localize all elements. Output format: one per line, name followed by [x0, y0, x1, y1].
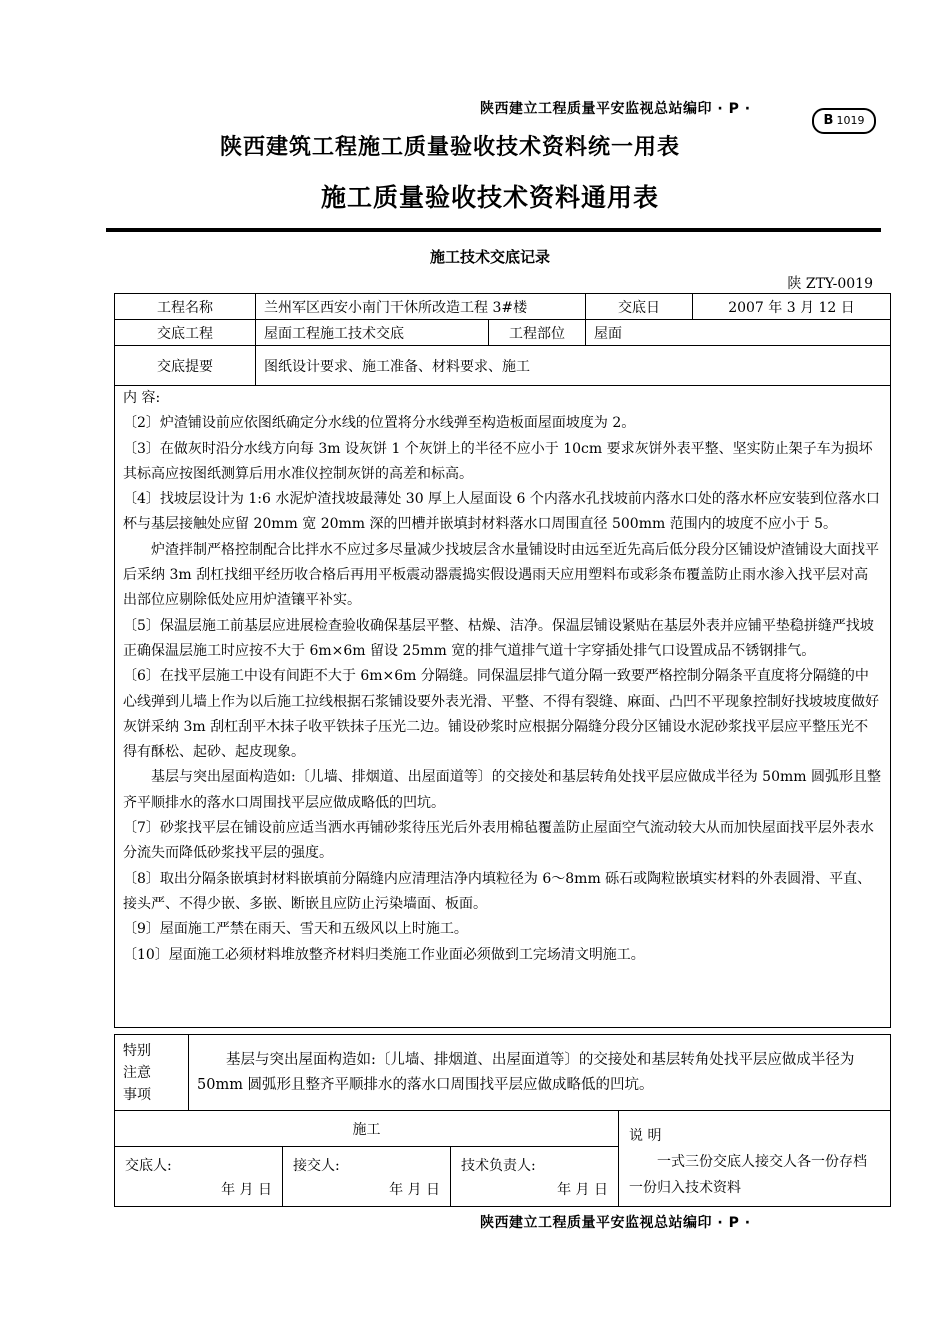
title-rule [106, 228, 881, 232]
discloser-date: 年 月 日 [221, 1182, 272, 1198]
form-code: 陕 ZTY-0019 [787, 276, 873, 292]
work-value: 屋面工程施工技术交底 [256, 320, 489, 346]
special-label-line: 注意 [123, 1064, 151, 1081]
summary-value: 图纸设计要求、施工准备、材料要求、施工 [256, 346, 891, 386]
special-label-line: 事项 [123, 1086, 151, 1103]
form-title: 施工技术交底记录 [429, 248, 550, 266]
project-name-label: 工程名称 [115, 294, 256, 320]
note-label: 说 明 [629, 1128, 662, 1144]
content-cell [115, 386, 891, 1028]
receiver-cell [283, 1147, 451, 1207]
project-name-value: 兰州军区西安小南门干休所改造工程 3#楼 [256, 294, 586, 320]
special-label-line: 特别 [123, 1042, 151, 1059]
receiver-date: 年 月 日 [389, 1182, 440, 1198]
tech-label: 技术负责人: [461, 1158, 536, 1174]
content-paragraph: 〔10〕屋面施工必须材料堆放整齐材料归类施工作业面必须做到工完场清文明施工。 [123, 946, 645, 963]
tech-date: 年 月 日 [557, 1182, 609, 1198]
publisher-header: 陕西建立工程质量平安监视总站编印 · P · [480, 101, 751, 117]
part-value: 屋面 [586, 320, 891, 346]
part-label: 工程部位 [489, 320, 586, 346]
signoff-table [114, 1110, 891, 1207]
date-label: 交底日 [586, 294, 693, 320]
content-paragraph: 〔2〕炉渣铺设前应依图纸确定分水线的位置将分水线弹至构造板面屋面坡度为 2。 [123, 415, 636, 432]
content-paragraph: 〔4〕找坡层设计为 1:6 水泥炉渣找坡最薄处 30 厚上人屋面设 6 个内落水孔找坡前内落水口处的落水杯应安装到位落水口杯与基层接触处应留 20mm 宽 20mm 深的凹槽并嵌填封材料落水口周围直径 500mm 范围内的坡度不应小于 5。 [123, 491, 880, 533]
work-label: 交底工程 [115, 320, 256, 346]
special-notes-table [114, 1034, 891, 1111]
special-text: 基层与突出屋面构造如:〔儿墙、排烟道、出屋面道等〕的交接处和基层转角处找平层应做成半径为 50mm 圆弧形且整齐平顺排水的落水口周围找平层应做成略低的凹坑。 [189, 1035, 891, 1111]
content-paragraph: 基层与突出屋面构造如:〔儿墙、排烟道、出屋面道等〕的交接处和基层转角处找平层应做成半径为 50mm 圆弧形且整齐平顺排水的落水口周围找平层应做成略低的凹坑。 [123, 769, 881, 811]
unit-label: 施工 [115, 1111, 619, 1147]
special-label [115, 1035, 189, 1111]
badge-number: 1019 [836, 114, 865, 127]
content-paragraph: 〔8〕取出分隔条嵌填封材料嵌填前分隔缝内应清理洁净内填粒径为 6～8mm 砾石或陶粒嵌填实材料的外表圆滑、平直、接头严、不得少嵌、多嵌、断嵌且应防止污染墙面、板面。 [123, 870, 872, 912]
content-paragraph: 炉渣拌制严格控制配合比拌水不应过多尽量减少找坡层含水量铺设时由远至近先高后低分段分区铺设炉渣铺设大面找平后采纳 3m 刮杠找细平经历收合格后再用平板震动器震捣实假设遇雨天应用塑料布或彩条布覆盖防止雨水渗入找平层对高出部位应剔除低处应用炉渣镶平补实。 [123, 541, 879, 609]
summary-label: 交底提要 [115, 346, 256, 386]
disclosure-table [114, 293, 891, 1028]
content-paragraph: 〔7〕砂浆找平层在铺设前应适当洒水再铺砂浆待压光后外表用棉毡覆盖防止屋面空气流动较大从而加快屋面找平层外表水分流失而降低砂浆找平层的强度。 [123, 820, 874, 862]
content-paragraph: 〔6〕在找平层施工中设有间距不大于 6m×6m 分隔缝。同保温层排气道分隔一致要严格控制分隔条平直度将分隔缝的中心线弹到儿墙上作为以后施工拉线根据石浆铺设要外表光滑、平整、不得有裂缝、麻面、凸凹不平现象控制好找坡坡度做好灰饼采纳 3m 刮杠刮平木抹子收平铁抹子压光二边。铺设砂浆时应根据分隔缝分段分区铺设水泥砂浆找平层应平整压光不得有酥松、起砂、起皮现象。 [123, 668, 879, 761]
document-subtitle: 施工质量验收技术资料通用表 [320, 183, 659, 212]
content-paragraph: 〔9〕屋面施工严禁在雨天、雪天和五级风以上时施工。 [123, 921, 468, 938]
discloser-cell [115, 1147, 283, 1207]
note-cell [619, 1111, 891, 1207]
badge-letter: B [823, 113, 834, 128]
receiver-label: 接交人: [293, 1158, 340, 1174]
content-heading: 内 容: [123, 390, 161, 406]
date-value: 2007 年 3 月 12 日 [693, 294, 891, 320]
content-paragraph: 〔3〕在做灰时沿分水线方向每 3m 设灰饼 1 个灰饼上的半径不应小于 10cm 要求灰饼外表平整、坚实防止架子车为损坏其标高应按图纸测算后用水准仪控制灰饼的高差和标高。 [123, 440, 873, 482]
publisher-footer: 陕西建立工程质量平安监视总站编印 · P · [480, 1215, 751, 1231]
document-title: 陕西建筑工程施工质量验收技术资料统一用表 [219, 135, 680, 160]
tech-cell [451, 1147, 619, 1207]
discloser-label: 交底人: [125, 1158, 172, 1174]
content-paragraph: 〔5〕保温层施工前基层应进展检查验收确保基层平整、枯燥、洁净。保温层铺设紧贴在基层外表并应铺平垫稳拼缝严找坡正确保温层施工时应按不大于 6m×6m 留设 25mm 宽的排气道排气道十字穿插处排气口设置成品不锈钢排气。 [123, 617, 874, 659]
note-text: 一式三份交底人接交人各一份存档一份归入技术资料 [629, 1154, 868, 1196]
